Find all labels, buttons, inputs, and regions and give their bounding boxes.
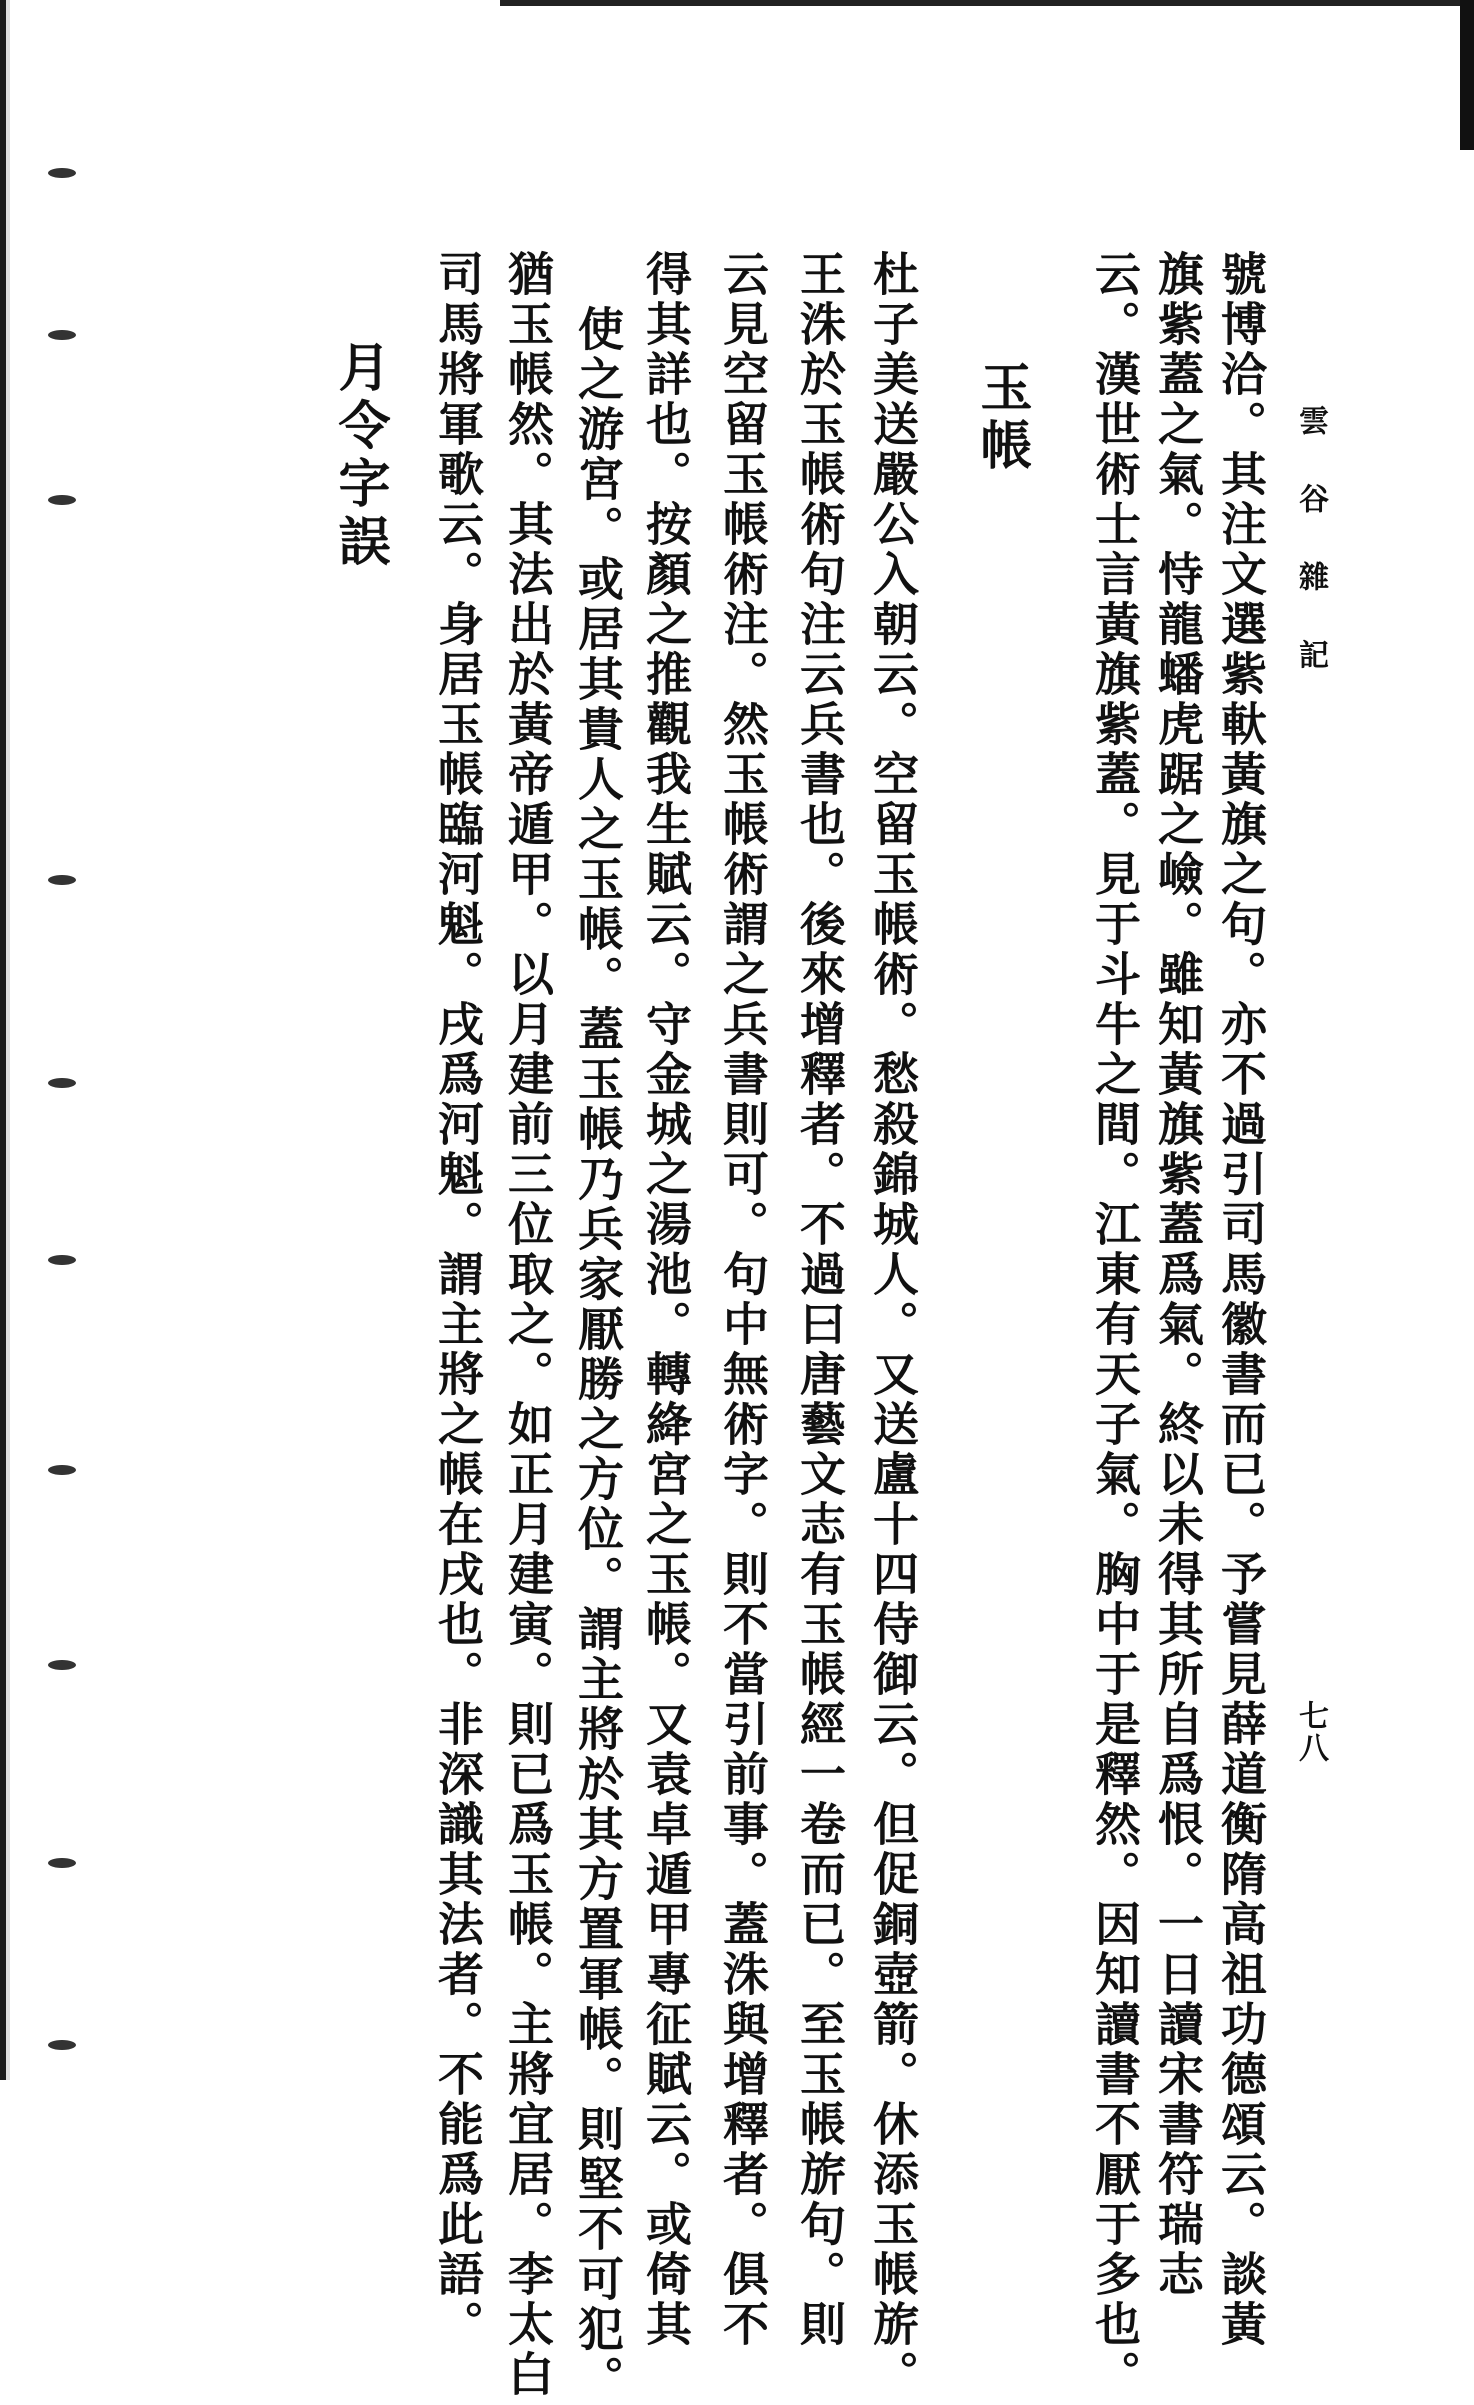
binding-hole [48,875,76,885]
section-heading: 月令字誤 [329,340,390,572]
text-column: 云見空留玉帳術注。然玉帳術謂之兵書則可。句中無術字。則不當引前事。蓋洙與增釋者。俱不 [716,250,770,2350]
text-column: 得其詳也。按顏之推觀我生賦云。守金城之湯池。轉絳宮之玉帳。又袁卓遁甲專征賦云。或倚其 [639,250,693,2350]
binding-hole [48,168,76,178]
text-column: 號博洽。其注文選紫軑黃旗之句。亦不過引司馬徽書而已。予嘗見薛道衡隋高祖功德頌云。談黃 [1214,250,1268,2350]
binding-hole [48,495,76,505]
running-head: 雲谷雜記 [1293,405,1328,717]
binding-hole [48,1465,76,1475]
page-number: 七八 [1293,1700,1328,1764]
binding-hole [48,1078,76,1088]
scan-edge-shadow [1460,0,1474,150]
binding-hole [48,1858,76,1868]
text-column: 杜子美送嚴公入朝云。空留玉帳術。愁殺錦城人。又送盧十四侍御云。但促銅壺箭。休添玉帳旂。 [866,250,920,2400]
text-column: 猶玉帳然。其法出於黃帝遁甲。以月建前三位取之。如正月建寅。則已爲玉帳。主將宜居。李太白 [501,250,555,2400]
binding-hole [48,1255,76,1265]
text-column: 使之游宮。或居其貴人之玉帳。蓋玉帳乃兵家厭勝之方位。謂主將於其方置軍帳。則堅不可犯。 [571,305,625,2405]
binding-hole [48,1660,76,1670]
section-heading: 玉帳 [971,360,1032,476]
text-column: 旗紫蓋之氣。恃龍蟠虎踞之嶮。雖知黃旗紫蓋爲氣。終以未得其所自爲恨。一日讀宋書符瑞志 [1151,250,1205,2300]
binding-hole [48,330,76,340]
scan-top-edge [500,0,1460,6]
page-binding-edge [0,0,18,2080]
binding-hole [48,2040,76,2050]
text-column: 王洙於玉帳術句注云兵書也。後來增釋者。不過曰唐藝文志有玉帳經一卷而已。至玉帳旂句。則 [793,250,847,2350]
text-column: 云。漢世術士言黃旗紫蓋。見于斗牛之間。江東有天子氣。胸中于是釋然。因知讀書不厭于多也。 [1088,250,1142,2400]
text-column: 司馬將軍歌云。身居玉帳臨河魁。戌爲河魁。謂主將之帳在戌也。非深識其法者。不能爲此語。 [431,250,485,2350]
